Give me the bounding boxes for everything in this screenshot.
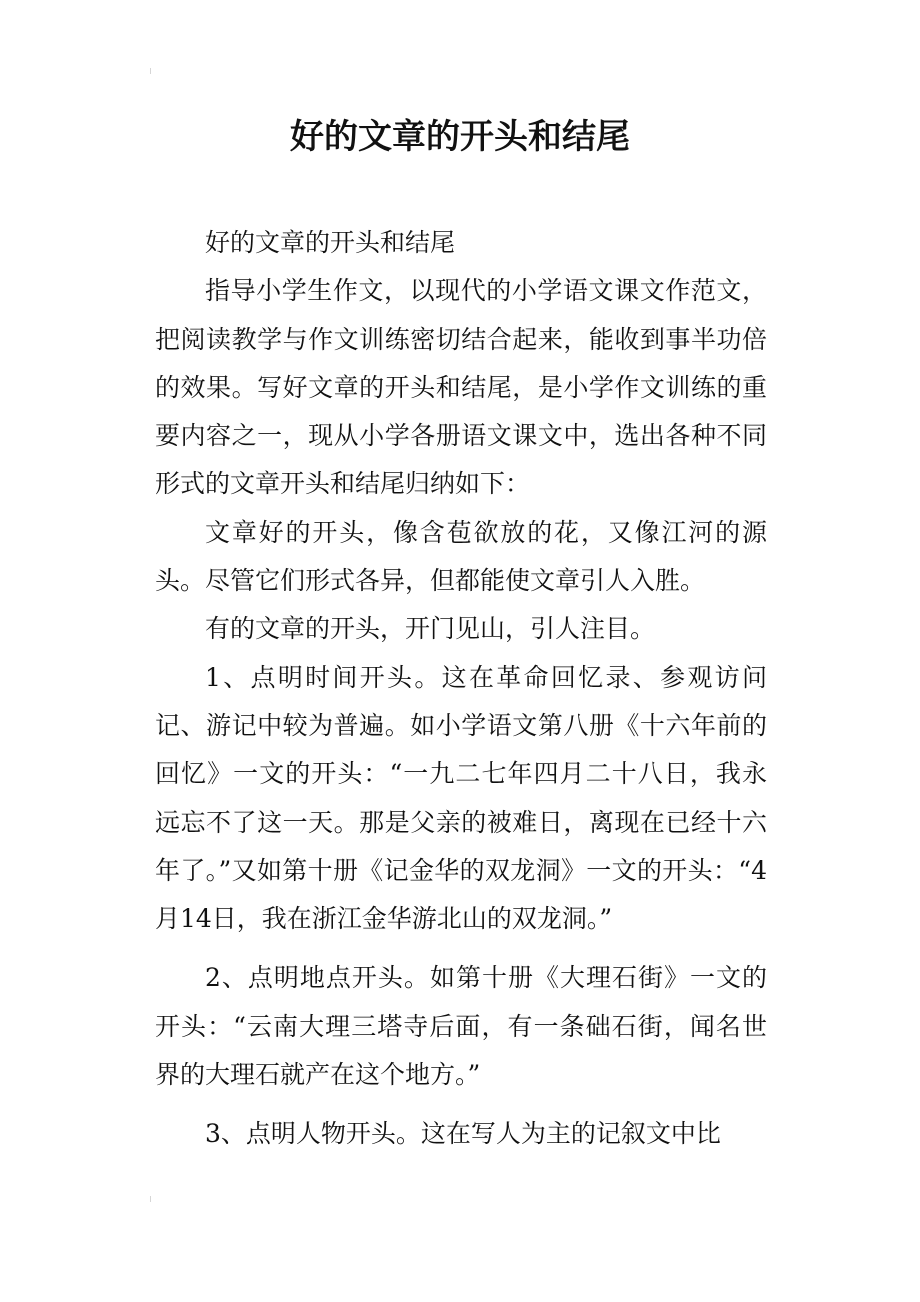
paragraph-subtitle: 好的文章的开头和结尾 xyxy=(205,228,456,257)
paragraph: 文章好的开头，像含苞欲放的花，又像江河的源头。尽管它们形式各异，但都能使文章引人入胜。 xyxy=(155,517,767,596)
paragraph: 3、点明人物开头。这在写人为主的记叙文中比 xyxy=(205,1119,721,1149)
document-body xyxy=(155,219,767,1159)
scan-mark xyxy=(150,1196,155,1202)
scan-mark xyxy=(150,68,155,74)
paragraph: 1、点明时间开头。这在革命回忆录、参观访问记、游记中较为普遍。如小学语文第八册《十六年前的回忆》一文的开头：“一九二七年四月二十八日，我永远忘不了这一天。那是父亲的被难日，离现在已经十六年了。”又如第十册《记金华的双龙洞》一文的开头：“4月14日，我在浙江金华游北山的双龙洞。” xyxy=(155,662,767,934)
paragraph: 2、点明地点开头。如第十册《大理石街》一文的开头：“云南大理三塔寺后面，有一条础石街，闻名世界的大理石就产在这个地方。” xyxy=(155,963,767,1090)
document-title: 好的文章的开头和结尾 xyxy=(290,117,630,157)
paragraph: 指导小学生作文，以现代的小学语文课文作范文，把阅读教学与作文训练密切结合起来，能收到事半功倍的效果。写好文章的开头和结尾，是小学作文训练的重要内容之一，现从小学各册语文课文中，选出各种不同形式的文章开头和结尾归纳如下： xyxy=(155,276,767,499)
paragraph: 有的文章的开头，开门见山，引人注目。 xyxy=(205,614,656,644)
